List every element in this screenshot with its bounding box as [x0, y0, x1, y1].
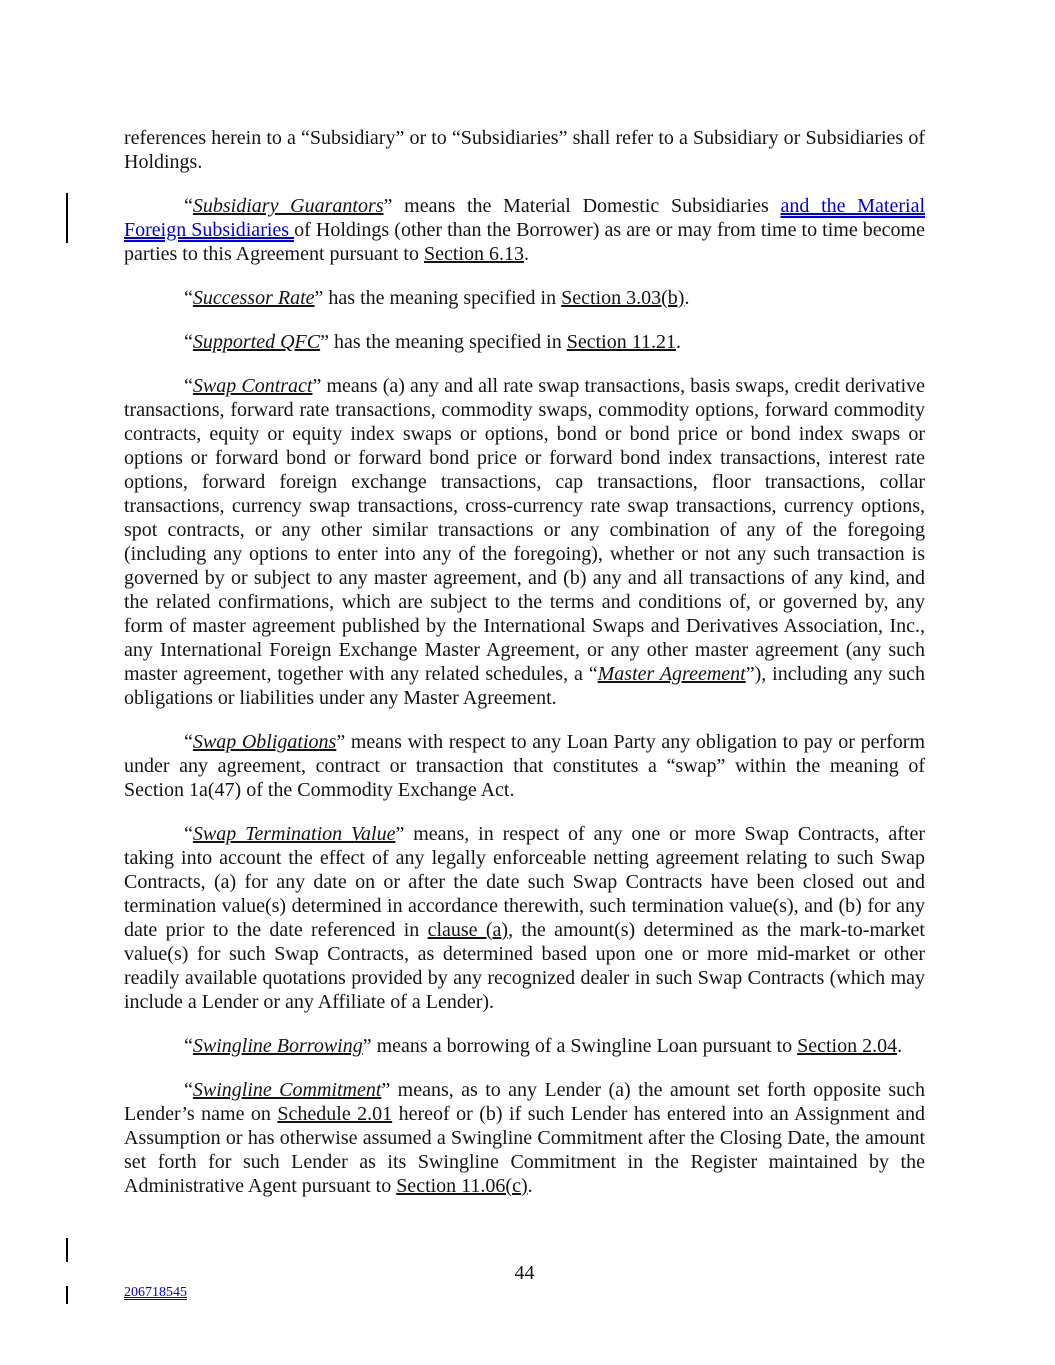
paragraph [124, 286, 925, 310]
text-run: ”), including any such obligations or liabilities under any Master Agreement. [124, 663, 926, 709]
defined-term: Supported QFC [192, 331, 321, 353]
section-reference: Schedule 2.01 [277, 1103, 393, 1125]
document-body [124, 126, 925, 1218]
text-run: references herein to a “Subsidiary” or to “Subsidiaries” shall refer to a Subsidiary or Subsidiaries of Holdings. [124, 127, 925, 173]
footer-document-number: 206718545 [124, 1285, 187, 1300]
paragraph [124, 1034, 925, 1058]
text-run: “ [184, 731, 193, 753]
text-run: “ [184, 1079, 193, 1101]
revision-change-bar [66, 1238, 68, 1262]
text-run: ” means, in respect of any one or more Swap Contracts, after taking into account the effect of any legally enforceable netting agreement relating to such Swap Contracts, (a) for any date on or after the date such Swap Contracts have been closed out and termination value(s) determined in accordance therewith, such termination value(s), and (b) for any date prior to the date referenced in [124, 823, 925, 941]
paragraph [124, 822, 925, 1014]
revision-change-bar [66, 1286, 68, 1304]
text-run: ” means the Material Domestic Subsidiaries [383, 195, 781, 217]
text-run: . [527, 1175, 533, 1197]
section-reference: Section 3.03(b) [561, 287, 685, 309]
text-run: “ [184, 375, 193, 397]
defined-term: Swap Obligations [192, 731, 337, 753]
text-run: . [684, 287, 690, 309]
paragraph [124, 194, 925, 266]
text-run: “ [184, 823, 193, 845]
defined-term: Swap Termination Value [192, 823, 396, 845]
paragraph [124, 1078, 925, 1198]
text-run: . [523, 243, 529, 265]
section-reference: Section 11.06(c) [396, 1175, 528, 1197]
inserted-text: and the Material Foreign Subsidiaries [124, 195, 925, 241]
text-run: “ [184, 195, 193, 217]
paragraph [124, 730, 925, 802]
page-number: 44 [514, 1262, 535, 1284]
revision-change-bar [66, 193, 68, 243]
section-reference: Section 6.13 [423, 243, 524, 265]
text-run: “ [184, 331, 193, 353]
section-reference: Section 11.21 [566, 331, 676, 353]
text-run: ” means a borrowing of a Swingline Loan pursuant to [362, 1035, 798, 1057]
text-run: . [675, 331, 681, 353]
text-run: ” means with respect to any Loan Party any obligation to pay or perform under any agreement, contract or transaction that constitutes a “swap” within the meaning of Section 1a(47) of the Commodity Exchange Act. [124, 731, 926, 801]
text-run: hereof or (b) if such Lender has entered into an Assignment and Assumption or has otherwise assumed a Swingline Commitment after the Closing Date, the amount set forth for such Lender as its Swingline Commitment in the Register maintained by the Administrative Agent pursuant to [124, 1103, 925, 1197]
text-run: . [897, 1035, 903, 1057]
paragraph [124, 330, 925, 354]
defined-term: Master Agreement [597, 663, 746, 685]
section-reference: clause (a) [427, 919, 509, 941]
text-run: ” means (a) any and all rate swap transactions, basis swaps, credit derivative transactions, forward rate transactions, commodity swaps, commodity options, forward commodity contracts, equity or equity index swaps or options, bond or bond price or bond index swaps or options or forward bond or forward bond price or forward bond index transactions, interest rate options, forward foreign exchange transactions, cap transactions, floor transactions, collar transactions, currency swap transactions, cross-currency rate swap transactions, currency options, spot contracts, or any other similar transactions or any combination of any of the foregoing (including any options to enter into any of the foregoing), whether or not any such transaction is governed by or subject to any master agreement, and (b) any and all transactions of any kind, and the related confirmations, which are subject to the terms and conditions of, or governed by, any form of master agreement published by the International Swaps and Derivatives Association, Inc., any International Foreign Exchange Master Agreement, or any other master agreement (any such master agreement, together with any related schedules, a “ [124, 375, 926, 685]
paragraph [124, 374, 925, 710]
defined-term: Swingline Commitment [192, 1079, 382, 1101]
text-run: “ [184, 1035, 193, 1057]
text-run: ” has the meaning specified in [320, 331, 567, 353]
text-run: , the amount(s) determined as the mark-to-market value(s) for such Swap Contracts, as determined based upon one or more mid-market or other readily available quotations provided by any recognized dealer in such Swap Contracts (which may include a Lender or any Affiliate of a Lender). [124, 919, 925, 1013]
text-run: ” means, as to any Lender (a) the amount set forth opposite such Lender’s name on [124, 1079, 926, 1125]
defined-term: Swingline Borrowing [192, 1035, 363, 1057]
text-run: ” has the meaning specified in [314, 287, 562, 309]
text-run: of Holdings (other than the Borrower) as are or may from time to time become parties to this Agreement pursuant to [124, 219, 925, 265]
defined-term: Swap Contract [192, 375, 313, 397]
text-run: “ [184, 287, 193, 309]
paragraph [124, 126, 925, 174]
defined-term: Successor Rate [192, 287, 315, 309]
section-reference: Section 2.04 [797, 1035, 898, 1057]
defined-term: Subsidiary Guarantors [192, 195, 384, 217]
